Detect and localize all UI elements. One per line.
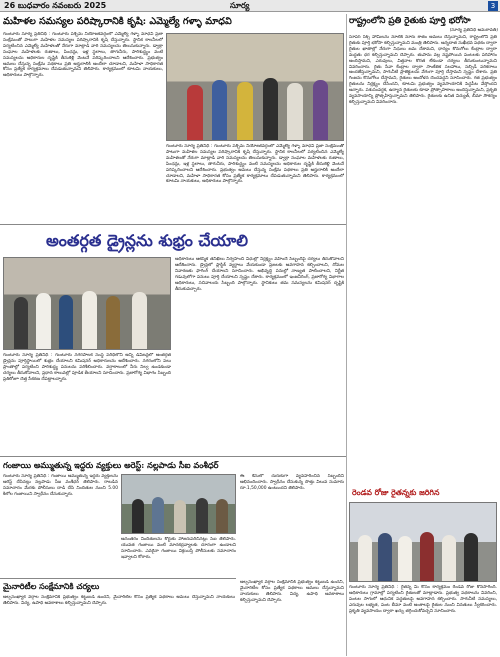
women-story-headline: మహిళల సమస్యల పరిష్కారానికి కృషి: ఎమ్మెల్యే గళ్ళా మాధవి xyxy=(3,16,232,27)
minority-story-body-right: అల్పసంఖ్యాక వర్గాల సంక్షేమానికి ప్రభుత్వం కట్టుబడి ఉందని, మైనారిటీల కోసం ప్రత్యేక పథకాలు అమలు చేస్తున్నామని నాయకులు తెలిపారు. విద్య, ఉపాధి అవకాశాలు కల్పిస్తున్నామని చెప్పారు. xyxy=(240,580,344,603)
page-header-strip xyxy=(0,0,500,12)
page-number: 3 xyxy=(488,1,498,11)
ganja-story-body-right: ఈ కేసులో చురుకుగా వ్యవహరించిన సిబ్బందిని అభినందించారు. స్వాధీనం చేసుకున్న సొత్తు విలువ సుమారు రూ.1,50,000 ఉంటుందని తెలిపారు. xyxy=(240,474,344,491)
drainage-story-photo xyxy=(3,257,171,350)
raithu-story-headline: రెండవ రోజు రైతన్నకు జరిగిన xyxy=(352,488,440,497)
masthead-title: సూర్య xyxy=(230,1,250,10)
ganja-story-photo xyxy=(121,474,236,534)
minority-story-headline: మైనారిటీల సంక్షేమానికి చర్యలు xyxy=(3,581,100,591)
issue-date: 26 బుధవారం నవంబరు 2025 xyxy=(4,1,107,10)
drainage-story-body-left: గుంటూరు సూర్య ప్రతినిధి : గుంటూరు నగరపాలక సంస్థ పరిధిలోని అన్ని డివిజన్లలో అంతర్గత డ్రైన్లను పూర్తిస్థాయిలో శుభ్రం చేయాలని కమిషనర్ అధికారులను ఆదేశించారు. నగరంలోని పలు ప్రాంతాల్లో పర్యటించి పారిశుద్ధ్య పనులను పరిశీలించారు. వర్షాకాలంలో నీరు నిల్వ ఉండకుండా చర్యలు తీసుకోవాలని, ప్రధాన కాలువల్లో పూడిక తీయాలని సూచించారు. ప్రజారోగ్య విభాగం సిబ్బంది ప్రతిరోజూ చెత్త సేకరణ చేపట్టాలన్నారు. xyxy=(3,353,171,382)
ganja-story-body-mid: అనంతరం నిందితులను కోర్టుకు హాజరుపరిచినట్లు సీఐ తెలిపారు. యువత గంజాయి వంటి మాదకద్రవ్యాలకు దూరంగా ఉండాలని సూచించారు. ఎవరైనా గంజాయి విక్రయిస్తే పోలీసులకు సమాచారం ఇవ్వాలని కోరారు. xyxy=(121,537,236,560)
farmers-story-body: సూపర్ సిక్స్ హామీలను నూటికి నూరు శాతం అమలు చేస్తున్నామని, రాష్ట్రంలోని ప్రతి రైతుకు పూర్తి భరోసా కల్పిస్తున్నామని మంత్రి తెలిపారు. అన్నదాత సుఖీభవ పథకం ద్వారా రైతుల ఖాతాల్లో నేరుగా నిధులు జమ చేశామని, ధాన్యం కొనుగోలు కేంద్రాల ద్వారా మద్దతు ధర కల్పిస్తున్నామని చెప్పారు. తుపాను వల్ల నష్టపోయిన పంటలకు పరిహారం అందిస్తామని, ఎరువులు, విత్తనాల కొరత లేకుండా చర్యలు తీసుకుంటున్నామని వివరించారు. రైతు సేవా కేంద్రాల ద్వారా సాంకేతిక సలహాలు, సబ్సిడీ పరికరాలు అందజేస్తున్నామని, సాగునీటి ప్రాజెక్టులను వేగంగా పూర్తి చేస్తామని స్పష్టం చేశారు. ప్రతి గింజను కొనుగోలు చేస్తామని, రైతులు ఆందోళన చెందవద్దని సూచించారు. గత ప్రభుత్వం రైతులను నిర్లక్ష్యం చేసిందని, కూటమి ప్రభుత్వం వ్యవసాయానికి పెద్దపీట వేస్తోందని అన్నారు. పశుసంవర్ధక, ఉద్యాన రైతులకు కూడా ప్రోత్సాహకాలు అందిస్తున్నామని, ప్రకృతి వ్యవసాయాన్ని ప్రోత్సహిస్తున్నామని తెలిపారు. రైతులకు ఉచిత విద్యుత్, బీమా సౌకర్యం కల్పిస్తున్నామని వివరించారు. xyxy=(349,35,497,105)
ganja-story-body-left: గుంటూరు సూర్య ప్రతినిధి : గంజాయి అమ్ముతున్న ఇద్దరు వ్యక్తులను అరెస్ట్ చేసినట్లు నల్లపాడు సీఐ వంశీధర్ తెలిపారు. రాబడిన సమాచారం మేరకు పోలీసులు దాడి చేసి నిందితుల నుంచి 5.00 కిలోల గంజాయిని స్వాధీనం చేసుకున్నారు. xyxy=(3,474,118,497)
farmers-story-byline: (సూర్య ప్రతినిధి అమరావతి) xyxy=(449,28,498,33)
women-story-body: గుంటూరు సూర్య ప్రతినిధి : గుంటూరు పశ్చిమ నియోజకవర్గంలో ఎమ్మెల్యే గళ్ళా మాధవి ప్రజా సంక్షేమంతో పాటుగా మహిళల సమస్యల పరిష్కారానికి కృషి చేస్తున్నారు. స్థానిక కాలనీలలో పర్యటించిన ఎమ్మెల్యే మహిళలతో నేరుగా మాట్లాడి వారి సమస్యలను తెలుసుకున్నారు. డ్వాక్రా సంఘాల మహిళలకు రుణాలు, పింఛన్లు, ఇళ్ల స్థలాలు, తాగునీరు, పారిశుద్ధ్యం వంటి సమస్యలను అధికారుల దృష్టికి తీసుకెళ్లి వెంటనే పరిష్కరించాలని ఆదేశించారు. ప్రభుత్వం అమలు చేస్తున్న సంక్షేమ పథకాలు ప్రతి అర్హురాలికి అందేలా చూడాలని, మహిళా సాధికారత కోసం ప్రత్యేక కార్యక్రమాలు చేపడుతున్నామని తెలిపారు. కార్యక్రమంలో కూటమి నాయకులు, అధికారులు పాల్గొన్నారు. xyxy=(3,32,163,79)
drainage-story-headline: అంతర్గత డ్రైన్లను శుభ్రం చేయాలి xyxy=(46,231,248,250)
raithu-story-photo xyxy=(349,502,497,582)
women-story-photo xyxy=(166,33,344,141)
drainage-story-body-right: అధికారులు ఆకస్మిక తనిఖీలు నిర్వహించి విధుల్లో నిర్లక్ష్యం వహించే సిబ్బందిపై చర్యలు తీసుకోవాలని ఆదేశించారు. డ్రైన్లలో ప్లాస్టిక్ వ్యర్థాలు వేయకుండా ప్రజలకు అవగాహన కల్పించాలని, దోమల నివారణకు ఫాగింగ్ చేయాలని సూచించారు. అభివృద్ధి పనుల్లో నాణ్యత పాటించాలని, నిర్ణీత గడువులోగా పనులు పూర్తి చేయాలని స్పష్టం చేశారు. కార్యక్రమంలో ఇంజనీరింగ్, ప్రజారోగ్య విభాగాల అధికారులు, సచివాలయ సిబ్బంది పాల్గొన్నారు. స్థానికులు తమ సమస్యలను కమిషనర్ దృష్టికి తీసుకువచ్చారు. xyxy=(175,257,344,292)
minority-story-body: అల్పసంఖ్యాక వర్గాల సంక్షేమానికి ప్రభుత్వం కట్టుబడి ఉందని, మైనారిటీల కోసం ప్రత్యేక పథకాలు అమలు చేస్తున్నామని నాయకులు తెలిపారు. విద్య, ఉపాధి అవకాశాలు కల్పిస్తున్నామని చెప్పారు. xyxy=(3,595,235,606)
raithu-story-body: గుంటూరు సూర్య ప్రతినిధి : రైతన్న మీ కోసం కార్యక్రమం రెండవ రోజు కొనసాగింది. అధికారులు గ్రామాల్లో పర్యటించి రైతులతో మాట్లాడారు. ప్రభుత్వ పథకాలను వివరించి, పంటల సాగులో ఆధునిక పద్ధతులపై అవగాహన కల్పించారు. సాగునీటి సమస్యలు, ఎరువుల లభ్యత, పంట బీమా వంటి అంశాలపై రైతుల నుంచి వినతులు స్వీకరించారు. ప్రకృతి వ్యవసాయం ద్వారా ఖర్చు తగ్గించుకోవచ్చని సూచించారు. xyxy=(349,585,497,614)
farmers-story-headline: రాష్ట్రంలోని ప్రతి రైతుకు పూర్తి భరోసా xyxy=(349,16,471,26)
ganja-story-headline: గంజాయి అమ్ముతున్న ఇద్దరు వ్యక్తులు అరెస్ట్: నల్లపాడు సీఐ వంశీధర్ xyxy=(3,460,219,470)
women-story-caption: గుంటూరు సూర్య ప్రతినిధి : గుంటూరు పశ్చిమ నియోజకవర్గంలో ఎమ్మెల్యే గళ్ళా మాధవి ప్రజా సంక్షేమంతో పాటుగా మహిళల సమస్యల పరిష్కారానికి కృషి చేస్తున్నారు. స్థానిక కాలనీలలో పర్యటించిన ఎమ్మెల్యే మహిళలతో నేరుగా మాట్లాడి వారి సమస్యలను తెలుసుకున్నారు. డ్వాక్రా సంఘాల మహిళలకు రుణాలు, పింఛన్లు, ఇళ్ల స్థలాలు, తాగునీరు, పారిశుద్ధ్యం వంటి సమస్యలను అధికారుల దృష్టికి తీసుకెళ్లి వెంటనే పరిష్కరించాలని ఆదేశించారు. ప్రభుత్వం అమలు చేస్తున్న సంక్షేమ పథకాలు ప్రతి అర్హురాలికి అందేలా చూడాలని, మహిళా సాధికారత కోసం ప్రత్యేక కార్యక్రమాలు చేపడుతున్నామని తెలిపారు. కార్యక్రమంలో కూటమి నాయకులు, అధికారులు పాల్గొన్నారు. xyxy=(166,144,344,185)
